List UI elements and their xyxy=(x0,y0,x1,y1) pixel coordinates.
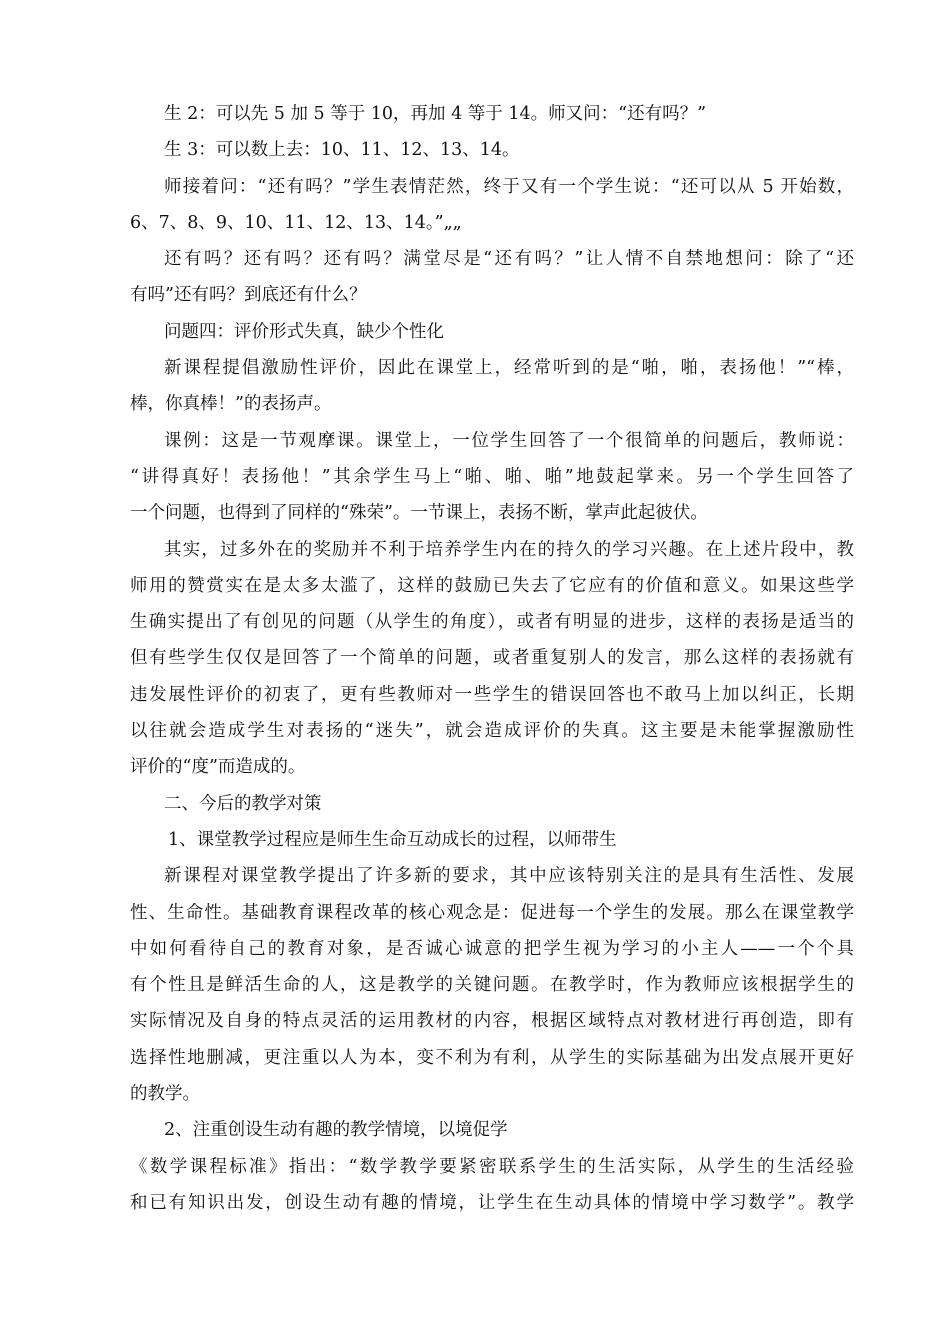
paragraph-line: 师用的赞赏实在是太多太滥了，这样的鼓励已失去了它应有的价值和意义。如果这些学 xyxy=(130,575,854,596)
paragraph-line: 评价的“度”而造成的。 xyxy=(130,757,306,778)
paragraph-line: 有吗”还有吗？到底还有什么？ xyxy=(130,285,367,306)
paragraph-line: 以往就会造成学生对表扬的“迷失”，就会造成评价的失真。这主要是未能掌握激励性 xyxy=(130,721,854,742)
paragraph-line: 一个问题，也得到了同样的“殊荣”。一节课上，表扬不断，掌声此起彼伏。 xyxy=(130,503,708,524)
paragraph-line: 《数学课程标准》指出：“数学教学要紧密联系学生的生活实际，从学生的生活经验 xyxy=(130,1156,854,1177)
subsection-heading: 1、课堂教学过程应是师生生命互动成长的过程，以师带生 xyxy=(168,829,617,850)
paragraph-line: 违发展性评价的初衷了，更有些教师对一些学生的错误回答也不敢马上加以纠正，长期 xyxy=(130,684,854,705)
paragraph-line: 选择性地删减，更注重以人为本，变不利为有利，从学生的实际基础为出发点展开更好 xyxy=(130,1047,854,1068)
paragraph-line: “讲得真好！表扬他！”其余学生马上“啪、啪、啪”地鼓起掌来。另一个学生回答了 xyxy=(130,466,854,487)
subsection-heading: 2、注重创设生动有趣的教学情境，以境促学 xyxy=(164,1120,508,1141)
dialogue-line: 生 3：可以数上去：10、11、12、13、14。 xyxy=(164,140,520,161)
paragraph-line: 棒，你真棒！”的表扬声。 xyxy=(130,394,332,415)
paragraph-line: 中如何看待自己的教育对象，是否诚心诚意的把学生视为学习的小主人——一个个具 xyxy=(130,938,854,959)
paragraph-line: 6、7、8、9、10、11、12、13、14。”„„ xyxy=(130,212,462,233)
paragraph-line: 其实，过多外在的奖励并不利于培养学生内在的持久的学习兴趣。在上述片段中，教 xyxy=(164,539,854,560)
paragraph-line: 生确实提出了有创见的问题（从学生的角度），或者有明显的进步，这样的表扬是适当的 xyxy=(130,612,854,633)
paragraph-line: 课例：这是一节观摩课。课堂上，一位学生回答了一个很简单的问题后，教师说： xyxy=(164,430,854,451)
document-page xyxy=(130,96,854,1221)
dialogue-line: 生 2：可以先 5 加 5 等于 10，再加 4 等于 14。师又问：“还有吗？” xyxy=(164,104,707,124)
paragraph-line: 的教学。 xyxy=(130,1084,200,1105)
paragraph-line: 有个性且是鲜活生命的人，这是教学的关键问题。在教学时，作为教师应该根据学生的 xyxy=(130,975,854,996)
paragraph-line: 和已有知识出发，创设生动有趣的情境，让学生在生动具体的情境中学习数学”。教学 xyxy=(130,1192,854,1213)
paragraph-line: 性、生命性。基础教育课程改革的核心观念是：促进每一个学生的发展。那么在课堂教学 xyxy=(130,902,854,923)
section-heading: 二、今后的教学对策 xyxy=(164,793,322,814)
paragraph-line: 实际情况及自身的特点灵活的运用教材的内容，根据区域特点对教材进行再创造，即有 xyxy=(130,1011,854,1032)
paragraph-line: 师接着问：“还有吗？”学生表情茫然，终于又有一个学生说：“还可以从 5 开始数， xyxy=(164,176,854,197)
section-heading: 问题四：评价形式失真，缺少个性化 xyxy=(164,321,444,342)
paragraph-line: 新课程对课堂教学提出了许多新的要求，其中应该特别关注的是具有生活性、发展 xyxy=(164,866,854,887)
paragraph-line: 还有吗？还有吗？还有吗？满堂尽是“还有吗？”让人情不自禁地想问：除了“还 xyxy=(164,249,854,270)
paragraph-line: 新课程提倡激励性评价，因此在课堂上，经常听到的是“啪，啪，表扬他！”“棒， xyxy=(164,358,854,379)
paragraph-line: 但有些学生仅仅是回答了一个简单的问题，或者重复别人的发言，那么这样的表扬就有 xyxy=(130,648,854,669)
